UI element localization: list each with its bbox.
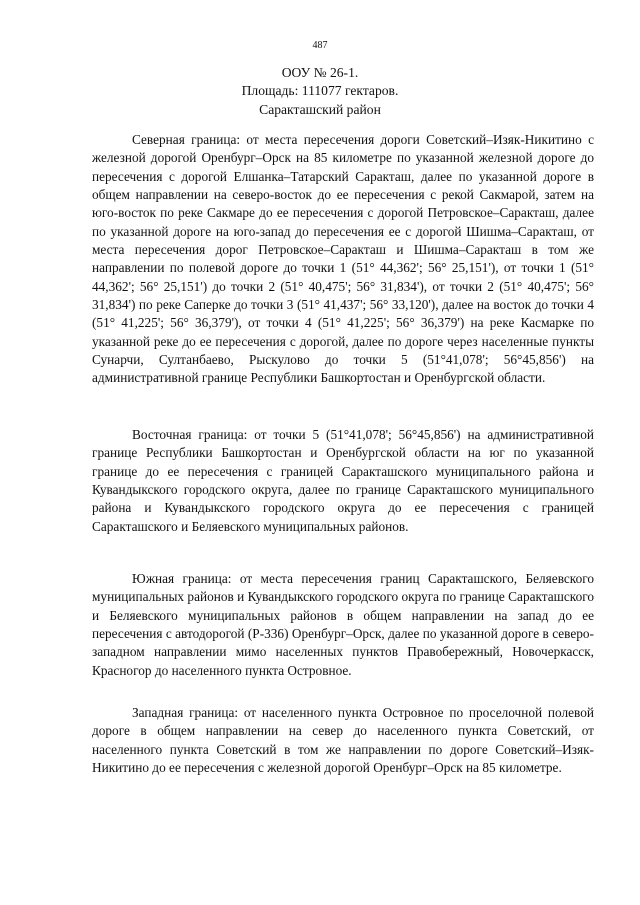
page-number: 487: [312, 40, 328, 51]
area-code-title: ООУ № 26-1.: [281, 65, 359, 80]
west-border-paragraph: Западная граница: от населенного пункта Островное по проселочной полевой дороге в общем направлении на север до населенного пункта Советский, от населенного пункта Советский в том же направлении по дороге Советский–Изяк-Никитино до ее пересечения с железной дорогой Оренбург–Орск на 85 километре.: [92, 705, 594, 776]
east-border-paragraph: Восточная граница: от точки 5 (51°41,078'; 56°45,856') на административной границе Республики Башкортостан и Оренбургской области на юг по указанной границе до ее пересечения с границей Саракташского муниципального района и Кувандыкского городского округа, далее по границе Саракташского муниципального района и Кувандыкского городского округа до ее пересечения с границей Саракташского и Беляевского муниципальных районов.: [92, 427, 594, 534]
document-header: [0, 64, 640, 119]
north-border-paragraph: Северная граница: от места пересечения дороги Советский–Изяк-Никитино с железной дорогой Оренбург–Орск на 85 километре по указанной железной дороге до пересечения с дорогой Елшанка–Татарский Саракташ, далее по указанной дороге в общем направлении на северо-восток до ее пересечения с рекой Сакмарой, затем на юго-восток по реке Сакмаре до ее пересечения с дорогой Петровское–Саракташ, далее по указанной дороге на юго-запад до пересечения ее с дорогой Шишма–Саракташ, от места пересечения дорог Петровское–Саракташ и Шишма–Саракташ в том же направлении по полевой дороге до точки 1 (51° 44,362'; 56° 25,151'), от точки 1 (51° 44,362'; 56° 25,151') до точки 2 (51° 40,475'; 56° 31,834'), от точки 2 (51° 40,475'; 56° 31,834') по реке Саперке до точки 3 (51° 41,437'; 56° 33,120'), далее на восток до точки 4 (51° 41,225'; 56° 36,379'), от точки 4 (51° 41,225'; 56° 36,379') на реке Касмарке по указанной реке до ее пересечения с дорогой, далее по дороге через населенные пункты Сунарчи, Султанбаево, Рыскулово до точки 5 (51°41,078'; 56°45,856') на административной границе Республики Башкортостан и Оренбургской области.: [92, 132, 594, 386]
south-border-paragraph: Южная граница: от места пересечения границ Саракташского, Беляевского муниципальных районов и Кувандыкского городского округа по границе Саракташского и Беляевского муниципальных районов в общем направлении на запад до ее пересечения с автодорогой (Р-336) Оренбург–Орск, далее по указанной дороге в северо-западном направлении мимо населенных пунктов Правобережный, Новочеркасск, Красногор до населенного пункта Островное.: [92, 571, 594, 678]
area-size: Площадь: 111077 гектаров.: [241, 83, 399, 99]
district-name: Саракташский район: [259, 101, 381, 117]
